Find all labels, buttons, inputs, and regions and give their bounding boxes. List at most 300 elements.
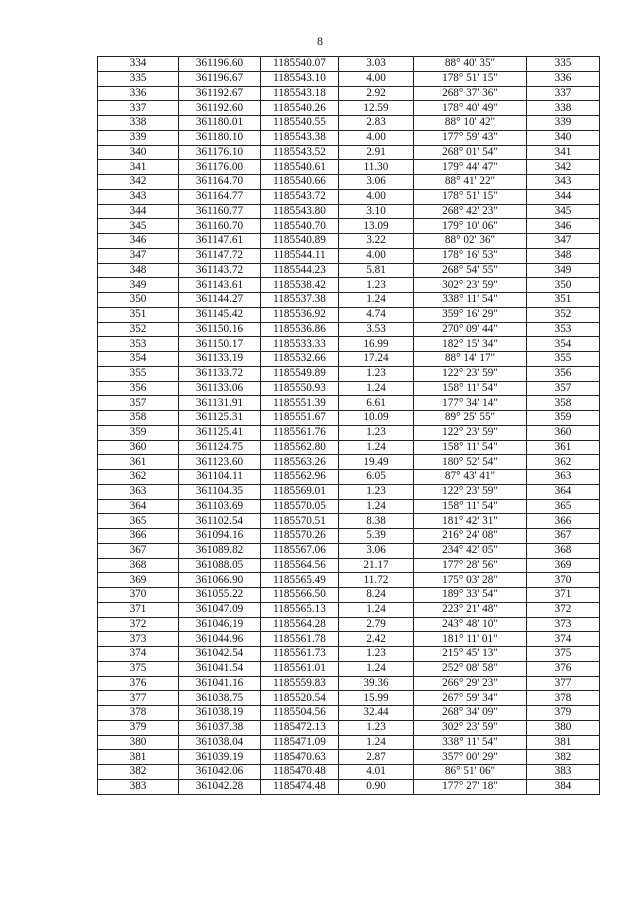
y-coordinate-cell: 1185549.89 (261, 366, 339, 381)
distance-cell: 1.24 (339, 499, 414, 514)
point-number-cell: 339 (98, 130, 179, 145)
point-number-cell: 351 (98, 307, 179, 322)
distance-cell: 3.06 (339, 543, 414, 558)
bearing-cell: 86° 51' 06" (414, 765, 527, 780)
x-coordinate-cell: 361125.31 (179, 411, 261, 426)
bearing-cell: 181° 11' 01" (414, 632, 527, 647)
bearing-cell: 88° 41' 22" (414, 175, 527, 190)
next-point-cell: 370 (527, 573, 600, 588)
table-row (98, 602, 600, 617)
distance-cell: 8.38 (339, 514, 414, 529)
y-coordinate-cell: 1185570.05 (261, 499, 339, 514)
x-coordinate-cell: 361160.77 (179, 204, 261, 219)
bearing-cell: 268° 37' 36" (414, 86, 527, 101)
x-coordinate-cell: 361055.22 (179, 588, 261, 603)
table-row (98, 455, 600, 470)
point-number-cell: 341 (98, 160, 179, 175)
bearing-cell: 177° 28' 56" (414, 558, 527, 573)
point-number-cell: 367 (98, 543, 179, 558)
x-coordinate-cell: 361088.05 (179, 558, 261, 573)
x-coordinate-cell: 361042.28 (179, 779, 261, 794)
y-coordinate-cell: 1185544.11 (261, 248, 339, 263)
distance-cell: 15.99 (339, 691, 414, 706)
distance-cell: 11.72 (339, 573, 414, 588)
bearing-cell: 357° 00' 29" (414, 750, 527, 765)
y-coordinate-cell: 1185504.56 (261, 706, 339, 721)
table-row (98, 322, 600, 337)
next-point-cell: 380 (527, 720, 600, 735)
bearing-cell: 177° 59' 43" (414, 130, 527, 145)
bearing-cell: 175° 03' 28" (414, 573, 527, 588)
x-coordinate-cell: 361124.75 (179, 440, 261, 455)
table-row (98, 750, 600, 765)
bearing-cell: 359° 16' 29" (414, 307, 527, 322)
point-number-cell: 337 (98, 101, 179, 116)
x-coordinate-cell: 361150.16 (179, 322, 261, 337)
next-point-cell: 364 (527, 484, 600, 499)
point-number-cell: 379 (98, 720, 179, 735)
distance-cell: 1.24 (339, 661, 414, 676)
bearing-cell: 88° 40' 35" (414, 57, 527, 72)
table-row (98, 440, 600, 455)
point-number-cell: 346 (98, 234, 179, 249)
distance-cell: 8.24 (339, 588, 414, 603)
y-coordinate-cell: 1185536.92 (261, 307, 339, 322)
y-coordinate-cell: 1185565.13 (261, 602, 339, 617)
bearing-cell: 178° 40' 49" (414, 101, 527, 116)
bearing-cell: 177° 34' 14" (414, 396, 527, 411)
table-row (98, 219, 600, 234)
y-coordinate-cell: 1185562.80 (261, 440, 339, 455)
coordinates-table (97, 56, 600, 795)
table-row (98, 57, 600, 72)
bearing-cell: 338° 11' 54" (414, 735, 527, 750)
table-row (98, 470, 600, 485)
point-number-cell: 383 (98, 779, 179, 794)
table-row (98, 263, 600, 278)
x-coordinate-cell: 361131.91 (179, 396, 261, 411)
next-point-cell: 355 (527, 352, 600, 367)
distance-cell: 2.83 (339, 116, 414, 131)
bearing-cell: 182° 15' 34" (414, 337, 527, 352)
next-point-cell: 379 (527, 706, 600, 721)
distance-cell: 2.42 (339, 632, 414, 647)
y-coordinate-cell: 1185543.52 (261, 145, 339, 160)
bearing-cell: 268° 42' 23" (414, 204, 527, 219)
y-coordinate-cell: 1185561.73 (261, 647, 339, 662)
table-row (98, 234, 600, 249)
table-row (98, 366, 600, 381)
bearing-cell: 158° 11' 54" (414, 499, 527, 514)
y-coordinate-cell: 1185550.93 (261, 381, 339, 396)
y-coordinate-cell: 1185561.76 (261, 425, 339, 440)
y-coordinate-cell: 1185543.80 (261, 204, 339, 219)
point-number-cell: 373 (98, 632, 179, 647)
point-number-cell: 340 (98, 145, 179, 160)
bearing-cell: 266° 29' 23" (414, 676, 527, 691)
next-point-cell: 367 (527, 529, 600, 544)
x-coordinate-cell: 361125.41 (179, 425, 261, 440)
distance-cell: 11.30 (339, 160, 414, 175)
y-coordinate-cell: 1185540.61 (261, 160, 339, 175)
distance-cell: 2.92 (339, 86, 414, 101)
bearing-cell: 267° 59' 34" (414, 691, 527, 706)
y-coordinate-cell: 1185551.39 (261, 396, 339, 411)
table-row (98, 411, 600, 426)
x-coordinate-cell: 361147.61 (179, 234, 261, 249)
bearing-cell: 302° 23' 59" (414, 278, 527, 293)
distance-cell: 2.79 (339, 617, 414, 632)
bearing-cell: 178° 16' 53" (414, 248, 527, 263)
next-point-cell: 339 (527, 116, 600, 131)
x-coordinate-cell: 361143.72 (179, 263, 261, 278)
point-number-cell: 380 (98, 735, 179, 750)
bearing-cell: 122° 23' 59" (414, 425, 527, 440)
x-coordinate-cell: 361042.06 (179, 765, 261, 780)
bearing-cell: 88° 10' 42" (414, 116, 527, 131)
x-coordinate-cell: 361176.10 (179, 145, 261, 160)
next-point-cell: 378 (527, 691, 600, 706)
x-coordinate-cell: 361164.77 (179, 189, 261, 204)
point-number-cell: 338 (98, 116, 179, 131)
x-coordinate-cell: 361103.69 (179, 499, 261, 514)
distance-cell: 0.90 (339, 779, 414, 794)
y-coordinate-cell: 1185540.07 (261, 57, 339, 72)
distance-cell: 5.39 (339, 529, 414, 544)
bearing-cell: 268° 54' 55" (414, 263, 527, 278)
bearing-cell: 268° 01' 54" (414, 145, 527, 160)
point-number-cell: 336 (98, 86, 179, 101)
point-number-cell: 345 (98, 219, 179, 234)
distance-cell: 4.74 (339, 307, 414, 322)
y-coordinate-cell: 1185564.56 (261, 558, 339, 573)
table-row (98, 573, 600, 588)
x-coordinate-cell: 361047.09 (179, 602, 261, 617)
table-row (98, 558, 600, 573)
point-number-cell: 352 (98, 322, 179, 337)
y-coordinate-cell: 1185570.26 (261, 529, 339, 544)
x-coordinate-cell: 361133.19 (179, 352, 261, 367)
point-number-cell: 343 (98, 189, 179, 204)
bearing-cell: 216° 24' 08" (414, 529, 527, 544)
x-coordinate-cell: 361094.16 (179, 529, 261, 544)
x-coordinate-cell: 361104.11 (179, 470, 261, 485)
y-coordinate-cell: 1185566.50 (261, 588, 339, 603)
point-number-cell: 368 (98, 558, 179, 573)
x-coordinate-cell: 361041.54 (179, 661, 261, 676)
y-coordinate-cell: 1185537.38 (261, 293, 339, 308)
point-number-cell: 372 (98, 617, 179, 632)
next-point-cell: 371 (527, 588, 600, 603)
next-point-cell: 336 (527, 71, 600, 86)
point-number-cell: 348 (98, 263, 179, 278)
y-coordinate-cell: 1185470.48 (261, 765, 339, 780)
table-row (98, 514, 600, 529)
y-coordinate-cell: 1185544.23 (261, 263, 339, 278)
point-number-cell: 375 (98, 661, 179, 676)
y-coordinate-cell: 1185567.06 (261, 543, 339, 558)
table-row (98, 499, 600, 514)
x-coordinate-cell: 361176.00 (179, 160, 261, 175)
x-coordinate-cell: 361046.19 (179, 617, 261, 632)
bearing-cell: 268° 34' 09" (414, 706, 527, 721)
next-point-cell: 344 (527, 189, 600, 204)
table-row (98, 691, 600, 706)
table-row (98, 352, 600, 367)
point-number-cell: 355 (98, 366, 179, 381)
y-coordinate-cell: 1185474.48 (261, 779, 339, 794)
y-coordinate-cell: 1185543.72 (261, 189, 339, 204)
x-coordinate-cell: 361196.60 (179, 57, 261, 72)
table-row (98, 647, 600, 662)
x-coordinate-cell: 361180.10 (179, 130, 261, 145)
next-point-cell: 368 (527, 543, 600, 558)
distance-cell: 4.00 (339, 189, 414, 204)
y-coordinate-cell: 1185540.55 (261, 116, 339, 131)
distance-cell: 1.24 (339, 293, 414, 308)
y-coordinate-cell: 1185536.86 (261, 322, 339, 337)
table-row (98, 145, 600, 160)
y-coordinate-cell: 1185564.28 (261, 617, 339, 632)
distance-cell: 4.00 (339, 71, 414, 86)
y-coordinate-cell: 1185540.70 (261, 219, 339, 234)
table-row (98, 248, 600, 263)
distance-cell: 3.03 (339, 57, 414, 72)
distance-cell: 10.09 (339, 411, 414, 426)
next-point-cell: 365 (527, 499, 600, 514)
distance-cell: 21.17 (339, 558, 414, 573)
x-coordinate-cell: 361147.72 (179, 248, 261, 263)
table-row (98, 706, 600, 721)
next-point-cell: 366 (527, 514, 600, 529)
point-number-cell: 370 (98, 588, 179, 603)
next-point-cell: 375 (527, 647, 600, 662)
table-row (98, 425, 600, 440)
point-number-cell: 381 (98, 750, 179, 765)
x-coordinate-cell: 361143.61 (179, 278, 261, 293)
x-coordinate-cell: 361102.54 (179, 514, 261, 529)
y-coordinate-cell: 1185538.42 (261, 278, 339, 293)
point-number-cell: 359 (98, 425, 179, 440)
next-point-cell: 342 (527, 160, 600, 175)
table-row (98, 71, 600, 86)
distance-cell: 1.24 (339, 602, 414, 617)
next-point-cell: 374 (527, 632, 600, 647)
table-row (98, 278, 600, 293)
x-coordinate-cell: 361192.60 (179, 101, 261, 116)
x-coordinate-cell: 361196.67 (179, 71, 261, 86)
point-number-cell: 349 (98, 278, 179, 293)
next-point-cell: 354 (527, 337, 600, 352)
point-number-cell: 358 (98, 411, 179, 426)
next-point-cell: 363 (527, 470, 600, 485)
next-point-cell: 346 (527, 219, 600, 234)
y-coordinate-cell: 1185561.01 (261, 661, 339, 676)
next-point-cell: 338 (527, 101, 600, 116)
y-coordinate-cell: 1185533.33 (261, 337, 339, 352)
distance-cell: 6.05 (339, 470, 414, 485)
distance-cell: 1.24 (339, 735, 414, 750)
table-row (98, 160, 600, 175)
distance-cell: 17.24 (339, 352, 414, 367)
table-row (98, 396, 600, 411)
table-row (98, 116, 600, 131)
point-number-cell: 382 (98, 765, 179, 780)
bearing-cell: 181° 42' 31" (414, 514, 527, 529)
x-coordinate-cell: 361041.16 (179, 676, 261, 691)
next-point-cell: 369 (527, 558, 600, 573)
next-point-cell: 360 (527, 425, 600, 440)
table-row (98, 307, 600, 322)
point-number-cell: 378 (98, 706, 179, 721)
next-point-cell: 356 (527, 366, 600, 381)
distance-cell: 4.00 (339, 130, 414, 145)
table-row (98, 204, 600, 219)
distance-cell: 1.23 (339, 647, 414, 662)
table-row (98, 543, 600, 558)
distance-cell: 3.22 (339, 234, 414, 249)
bearing-cell: 122° 23' 59" (414, 484, 527, 499)
bearing-cell: 158° 11' 54" (414, 381, 527, 396)
distance-cell: 39.36 (339, 676, 414, 691)
x-coordinate-cell: 361039.19 (179, 750, 261, 765)
distance-cell: 1.23 (339, 720, 414, 735)
point-number-cell: 353 (98, 337, 179, 352)
next-point-cell: 362 (527, 455, 600, 470)
point-number-cell: 371 (98, 602, 179, 617)
bearing-cell: 179° 10' 06" (414, 219, 527, 234)
x-coordinate-cell: 361133.06 (179, 381, 261, 396)
x-coordinate-cell: 361180.01 (179, 116, 261, 131)
point-number-cell: 376 (98, 676, 179, 691)
table-row (98, 337, 600, 352)
table-row (98, 779, 600, 794)
table-row (98, 130, 600, 145)
x-coordinate-cell: 361037.38 (179, 720, 261, 735)
next-point-cell: 383 (527, 765, 600, 780)
next-point-cell: 384 (527, 779, 600, 794)
next-point-cell: 337 (527, 86, 600, 101)
point-number-cell: 360 (98, 440, 179, 455)
y-coordinate-cell: 1185569.01 (261, 484, 339, 499)
x-coordinate-cell: 361038.19 (179, 706, 261, 721)
next-point-cell: 349 (527, 263, 600, 278)
table-row (98, 661, 600, 676)
bearing-cell: 270° 09' 44" (414, 322, 527, 337)
bearing-cell: 89° 25' 55" (414, 411, 527, 426)
x-coordinate-cell: 361192.67 (179, 86, 261, 101)
bearing-cell: 88° 02' 36" (414, 234, 527, 249)
next-point-cell: 359 (527, 411, 600, 426)
next-point-cell: 340 (527, 130, 600, 145)
next-point-cell: 343 (527, 175, 600, 190)
y-coordinate-cell: 1185559.83 (261, 676, 339, 691)
distance-cell: 2.87 (339, 750, 414, 765)
next-point-cell: 348 (527, 248, 600, 263)
table-row (98, 86, 600, 101)
x-coordinate-cell: 361144.27 (179, 293, 261, 308)
bearing-cell: 234° 42' 05" (414, 543, 527, 558)
next-point-cell: 376 (527, 661, 600, 676)
y-coordinate-cell: 1185562.96 (261, 470, 339, 485)
next-point-cell: 353 (527, 322, 600, 337)
x-coordinate-cell: 361133.72 (179, 366, 261, 381)
next-point-cell: 357 (527, 381, 600, 396)
next-point-cell: 382 (527, 750, 600, 765)
bearing-cell: 252° 08' 58" (414, 661, 527, 676)
next-point-cell: 335 (527, 57, 600, 72)
distance-cell: 6.61 (339, 396, 414, 411)
point-number-cell: 350 (98, 293, 179, 308)
point-number-cell: 362 (98, 470, 179, 485)
table-row (98, 381, 600, 396)
distance-cell: 1.24 (339, 381, 414, 396)
distance-cell: 1.24 (339, 440, 414, 455)
distance-cell: 19.49 (339, 455, 414, 470)
next-point-cell: 341 (527, 145, 600, 160)
table-row (98, 175, 600, 190)
x-coordinate-cell: 361164.70 (179, 175, 261, 190)
x-coordinate-cell: 361123.60 (179, 455, 261, 470)
page-number: 8 (317, 34, 323, 48)
point-number-cell: 354 (98, 352, 179, 367)
next-point-cell: 372 (527, 602, 600, 617)
bearing-cell: 215° 45' 13" (414, 647, 527, 662)
distance-cell: 1.23 (339, 366, 414, 381)
table-row (98, 189, 600, 204)
y-coordinate-cell: 1185540.89 (261, 234, 339, 249)
y-coordinate-cell: 1185570.51 (261, 514, 339, 529)
point-number-cell: 366 (98, 529, 179, 544)
y-coordinate-cell: 1185561.78 (261, 632, 339, 647)
distance-cell: 13.09 (339, 219, 414, 234)
bearing-cell: 158° 11' 54" (414, 440, 527, 455)
distance-cell: 5.81 (339, 263, 414, 278)
next-point-cell: 347 (527, 234, 600, 249)
point-number-cell: 342 (98, 175, 179, 190)
point-number-cell: 374 (98, 647, 179, 662)
point-number-cell: 347 (98, 248, 179, 263)
bearing-cell: 302° 23' 59" (414, 720, 527, 735)
next-point-cell: 361 (527, 440, 600, 455)
bearing-cell: 189° 33' 54" (414, 588, 527, 603)
bearing-cell: 223° 21' 48" (414, 602, 527, 617)
point-number-cell: 361 (98, 455, 179, 470)
point-number-cell: 334 (98, 57, 179, 72)
table-row (98, 632, 600, 647)
distance-cell: 12.59 (339, 101, 414, 116)
x-coordinate-cell: 361150.17 (179, 337, 261, 352)
bearing-cell: 243° 48' 10" (414, 617, 527, 632)
next-point-cell: 381 (527, 735, 600, 750)
bearing-cell: 179° 44' 47" (414, 160, 527, 175)
point-number-cell: 344 (98, 204, 179, 219)
next-point-cell: 345 (527, 204, 600, 219)
table-row (98, 765, 600, 780)
table-row (98, 529, 600, 544)
y-coordinate-cell: 1185543.38 (261, 130, 339, 145)
y-coordinate-cell: 1185532.66 (261, 352, 339, 367)
next-point-cell: 373 (527, 617, 600, 632)
y-coordinate-cell: 1185565.49 (261, 573, 339, 588)
point-number-cell: 365 (98, 514, 179, 529)
y-coordinate-cell: 1185470.63 (261, 750, 339, 765)
distance-cell: 2.91 (339, 145, 414, 160)
y-coordinate-cell: 1185551.67 (261, 411, 339, 426)
next-point-cell: 358 (527, 396, 600, 411)
distance-cell: 1.23 (339, 278, 414, 293)
bearing-cell: 338° 11' 54" (414, 293, 527, 308)
